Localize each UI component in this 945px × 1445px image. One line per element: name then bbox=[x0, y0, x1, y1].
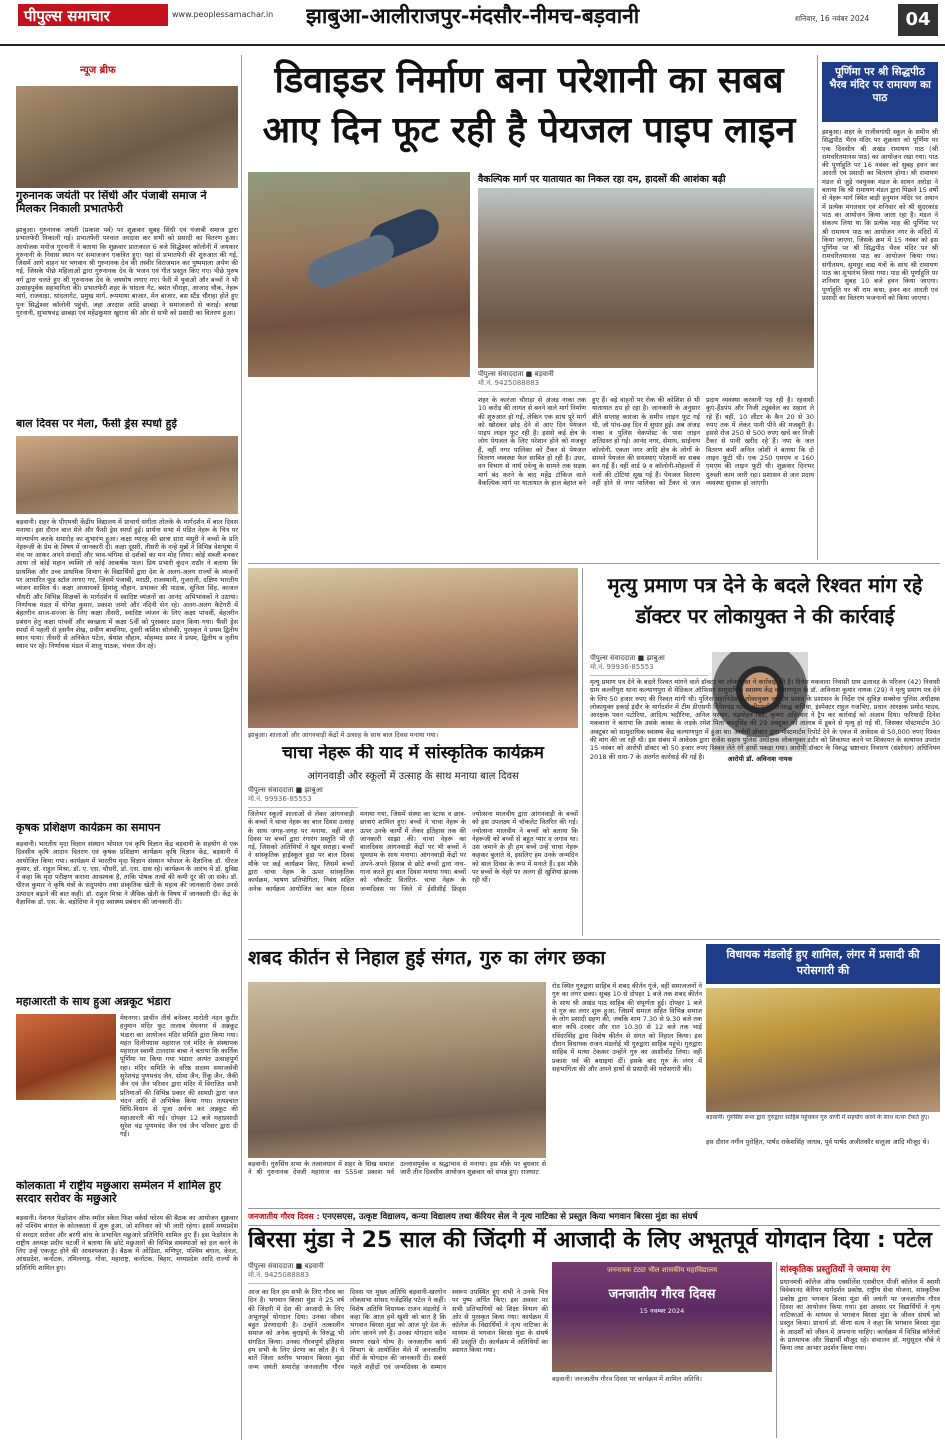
langar-photo bbox=[248, 982, 546, 1158]
banner-event-date: 15 नवम्बर 2024 bbox=[639, 1307, 685, 1315]
left-column-divider bbox=[241, 55, 242, 1440]
birsa-strapline: एनएसएस, उत्कृष्ट विद्यालय, कन्या विद्यालय तथा कॅरियर सेल ने नृत्य नाटिका से प्रस्तुत किया भगवान बिरसा मुंडा का संघर्ष bbox=[322, 1212, 698, 1222]
chacha-divider bbox=[582, 568, 583, 936]
brief-4-title: महाआरती के साथ हुआ अन्नकूट भंडारा bbox=[16, 996, 171, 1008]
birsa-place: बड़वानी bbox=[304, 1262, 324, 1270]
brief-1-title: गुरुनानक जयंती पर सिंधी और पंजाबी समाज ने मिलकर निकाली प्रभातफेरी bbox=[16, 190, 207, 215]
chacha-mobile: मो.नं. 99936-85553 bbox=[248, 795, 312, 803]
lead-byline: पीपुल्स संवाददाता ■ बड़वानी मो.नं. 9425088883 bbox=[478, 370, 596, 392]
chacha-body: जिलेभर स्कूलों शालाओं से लेकर आंगनवाड़ी के बच्चों ने चाचा नेहरू का बाल दिवस उत्साह के साथ जगह-जगह पर मनाया, वहीं बाल दिवस पर बच्चों द्वारा रंगारंग प्रस्तुति भी दी गई, जिसको अतिथियों ने खूब सराहा। बच्चों ने सांस्कृतिक हाईस्कूल हुडा पर बाल दिवस मौके पर कई कार्यक्रम किए, जिसमें बच्चों द्वारा चाचा नेहरू के ऊपर सांस्कृतिक कार्यक्रम, भाषण प्रतियोगिता, निबंध सहित अनेक कार्यक्रम आयोजित कर बाल दिवस मनाया गया, जिसमें संस्था का स्टाफ व छात्र-छात्राएं शामिल हुए। बच्चों ने चाचा नेहरू के ऊपर उनके कार्यों में लेकर इतिहास तक की जानकारी साझा की। चाचा नेहरू का बालदिवस आंगनवाड़ी केंद्रों पर भी बच्चों ने धूमधाम के साथ मनाया। आंगनवाड़ी केंद्रों पर अपने-अपने हिसाब से छोटे बच्चों द्वारा नाच-गाना करते हुए बाल दिवस मनाया गया। बच्चों को चॉकलेट वितरित- चाचा नेहरू के जन्मदिवस पर जिले में ईसीसीई फ्रिंड्स ज्योत्सना मालवीय द्वारा आंगनवाड़ी के बच्चों को इस उपलक्ष्य में चॉकलेट वितरित की गई। ज्योत्सना मालवीय ने बच्चों को बताया कि नेहरूजी को बच्चों से बहुत प्यार व लगाव था। उस जमाने के ही हम बच्चे उन्हें चाचा नेहरू कहकर बुलाते थे, इसलिए हम उनके जन्मदिन को बाल दिवस के रूप में मनाते हैं। इस मौके पर बच्चों के चेहरे पर अलग ही खुशियां झलक रही थीं। bbox=[248, 810, 578, 893]
annakut-photo bbox=[16, 1014, 116, 1100]
birsa-byline: पीपुल्स संवाददाता ■ बड़वानी मो.नं. 9425088883 bbox=[248, 1262, 360, 1284]
banner-event-name: जनजातीय गौरव दिवस bbox=[608, 1287, 716, 1302]
lead-reporter: पीपुल्स संवाददाता bbox=[478, 370, 524, 378]
accused-caption: आरोपी डॉ. अविनाश नायक bbox=[727, 755, 793, 763]
mla-title-band bbox=[706, 944, 940, 984]
kirtan-photo-caption: बड़वानी। गुरुसिंघ सभा के तत्वावधान में शहर के सिख समाज ने श्री गुरुनानक देवजी महाराज का 555वां प्रकाश पर्व उल्लासपूर्वक व श्रद्धाभाव से मनाया। इस मौके पर बुधवार से जारी तीन दिवसीय आयोजन शुक्रवार को संपन्न हुए। राजघाट bbox=[248, 1160, 546, 1177]
birsa-event-photo bbox=[552, 1262, 772, 1372]
bribe-place: झाबुआ bbox=[646, 654, 665, 662]
college-title: सांस्कृतिक प्रस्तुतियों ने जमाया रंग bbox=[780, 1265, 891, 1275]
children-group-photo bbox=[248, 568, 578, 728]
bal-diwas-photo bbox=[16, 436, 238, 514]
brief-5-body: बड़वानी। नेशनल फेडरेशन ऑफ स्मॉल स्केल फिश वर्कर्स फोरम की बैठक का आयोजन शुक्रवार को पश्चिम बंगाल के कोलकाता में शुरू हुआ, जो शनिवार को भी जारी रहेगा। इसमें मध्यप्रदेश से सरदार सरोवर और बरगी बांध के प्रभावित मछुआरे प्रतिनिधि शामिल हुए हैं। इस फेडरेशन के राष्ट्रीय अध्यक्ष प्रदीप चटर्जी ने बताया कि छोटे मछुआरों की विभिन्न समस्याओं को हल करने के लिए उन्हें एकजुट होने की आवश्यकता है। बैठक में ओडिशा, मणिपुर, पश्चिम बंगाल, केरल, आंध्रप्रदेश, कर्नाटक, तमिलनाडु, गोवा, महाराष्ट्र, कर्नाटक, बिहार, मध्यप्रदेश आदि राज्यों के प्रतिनिधि शामिल हुए। bbox=[16, 1214, 238, 1272]
brief-2-body: बड़वानी। शहर के पीएमश्री केंद्रीय विद्यालय में प्राचार्य संगीता तोलके के मार्गदर्शन में बाल दिवस मनाया। इस दौरान बाल मेले और फैंसी ड्रेस स्पर्धा हुई। प्रार्थना सभा में पंडित नेहरू के चित्र पर माल्यार्पण करके समारोह का शुभारंभ हुआ। कक्षा ग्यारह की छात्रा सारा मंसूरी ने बच्चों के प्रति नेहरूजी के प्रेम के विषय में जानकारी दी। कक्षा दूसरी, तीसरी के नन्हे मुन्नों ने विभिन्न वेशभूषा में मंच पर आकर अपने संवादों और भाव-भंगिमा से दर्शकों का मन मोह लिया। कोई सब्जी बनकर आया तो कोई महान व्यक्ति तो कोई आकर्षक फल। प्रिय प्रभारी कुंदन राठौर ने बताया कि प्राथमिक और उच्च प्राथमिक विभाग के विद्यार्थियों द्वारा देश के अलग-अलग राज्यों के व्यंजनों पर आधारित फूड स्टॉल लगाए गए, जिसमें पंजाबी, मराठी, राजस्थानी, गुजराती, दक्षिण भारतीय व्यंजन शामिल थे। कक्षा अध्यापकों हिमांशु चौहान, प्रभाकर की पाठक, सुनिता सिंह, काजल चौधरी और विभिन्न शिक्षकों के मार्गदर्शन में स्वादिष्ट व्यंजनों का आनंद अभिभावकों ने उठाया। निर्णायक मंडल में योगेश कुमार, प्रकाश जमरे और नंदिनी सेन रहे। अलग-अलग कैटेगरी में बेहतरीन साज-सज्जा के लिए कक्षा तीसरी, स्वादिष्ट व्यंजन के लिए कक्षा पांचवीं, बेहतरीन प्रबंधन हेतु कक्षा पांचवीं और स्वच्छता में कक्षा 5वीं को पुरस्कार प्रदान किया गया। फैंसी ड्रेस स्पर्धा में पहली से हसनैन शेख, प्रवीण बामनिया, दूसरी कशिश सोलंकी, पुरस्कृत ने प्रथम द्वितीय स्थान पाया। तीसरी से अनिकेत पटेल, श्रेयांश चौहान, मोहम्मद समर ने प्रथम, द्वितीय व तृतीय स्थान पर रहे। निर्णायक मंडल में शालू पाठक, चंचल जैन रहे। bbox=[16, 518, 238, 651]
lead-subhead: वैकल्पिक मार्ग पर यातायात का निकल रहा दम, हादसों की आशंका बढ़ी bbox=[478, 174, 726, 185]
birsa-strap bbox=[248, 1208, 940, 1226]
birsa-body-text: आज का दिन हम सभी के लिए गौरव का दिन है। भगवान बिरसा मुंडा ने 25 वर्ष की जिंदगी में देश की आजादी के लिए अभूतपूर्व योगदान दिया। उनका जीवन बहुत प्रेरणादायी है। उन्होंने तत्कालीन समाज को अनेक बुराइयों के विरुद्ध भी संगठित किया। उनका गौरवपूर्ण इतिहास हम सभी के लिए प्रेरणा का स्रोत है। ये बातें जिला स्तरीय भगवान बिरसा मुंडा जन्म जयंती समारोह जनजातीय गौरव दिवस पर मुख्य अतिथि बड़वानी-खरगोन लोकसभा सांसद गजेंद्रसिंह पटेल ने कहीं। विशेष अतिथि विधायक राजन मंडलोई ने कहा कि आज हमें खुशी को बात है कि भगवान बिरसा मुंडा को आज पूरे देश के लोग जानने लगे हैं। उनका योगदान सदैव स्मरण रखने योग्य है। जनजातीय कार्य विभाग के आयोजित मेले में जनजातीय वीरों के योगदान की जानकारी दी। सबसे पहले शहीदों एवं जन्मदिवस के सम्मान स्वरूप उपस्थित हुए सभी ने उनके चित्र पर पुष्प अर्पित किए। इस अवसर पर सभी प्रतिभागियों को शिक्षा विभाग की ओर से पुरस्कृत किया गया। कार्यक्रम में कॉलेज के विद्यार्थियों ने नृत्य नाटिका के माध्यम से भगवान बिरसा मुंडा के संघर्ष की प्रस्तुति दी। कार्यक्रम में अतिथियों का स्वागत किया गया। bbox=[248, 1288, 548, 1371]
kirtan-body: रोड स्थित गुरुद्वारा साहिब में शबद कीर्तन गूंजे, वहीं समाजजनों ने गुरु का लंगर छका। सुबह 10 से दोपहर 1 बजे तक शबद कीर्तन के साथ श्री अखंड पाठ साहिब की संपूर्णता हुई। दोपहर 1 बजे से गुरु का लंगर शुरू हुआ, जिसमें समाज सहित विभिन्न समाज के लोग प्रसादी ग्रहण की, जबकि शाम 7.30 से 9.30 बजे तक बाल कवि दरबार और रात 10.30 से 12 बजे तक भाई रविंदरसिंह द्वारा विशेष कीर्तन से संगत को निहाल किया। इस दौरान विधायक राजन मंडलोई भी गुरुद्वारा साहिब पहुंचे। गुरुद्वारा साहिब में मत्था टेककर उन्होंने गुरु का आशीर्वाद लिया। वहीं प्रकाश पर्व की बधाइयां दीं। इसके बाद गुरु के लंगर में सहभागिता की और अपने हाथों से प्रसादी की परोसगारी की। bbox=[552, 982, 702, 1073]
chacha-headline: चाचा नेहरू की याद में सांस्कृतिक कार्यक्रम bbox=[282, 744, 544, 763]
birsa-mobile: मो.नं. 9425088883 bbox=[248, 1271, 310, 1279]
brief-2-title: बाल दिवस पर मेला, फैंसी ड्रेस स्पर्धा हुई bbox=[16, 418, 177, 430]
birsa-photo-caption: बड़वानी। जनजातीय गौरव दिवस पर कार्यक्रम में शामिल अतिथि। bbox=[552, 1375, 702, 1383]
purnima-body: झाबुआ। शहर के राजीवगांधी स्कूल के समीप श्री सिद्धपीठ भैरव मंदिर पर शुक्रवार को पूर्णिमा पर एक दिवसीय श्री अखंड रामायण पाठ (श्री रामचरितमानस पाठ) का आयोजन रखा गया। पाठ की पूर्णाहुति पर 16 नवंबर को सुबह हवन कर आरती एवं प्रसादी का वितरण होगा। श्री रामायण मंडल से जुड़े नवयुवक मंडल के सावन अरोड़ा ने बताया कि श्री रामायण मंडल द्वारा पिछले 15 वर्षों से नेहरू मार्ग स्थित बाड़ी हनुमान मंदिर पर अयान में प्रत्येक मंगलवार एवं शनिवार को श्री सुंदरकांड पाठ का आयोजन किया जाता रहा है। मंडल ने संकल्प लिया था कि प्रत्येक माह की पूर्णिमा पर श्री रामायण पाठ का आयोजन नगर के मंदिरों में किया जाएगा, जिसके क्रम में 15 नवंबर को इस पूर्णिमा पर श्री सिद्धपीठ भैरव मंदिर पर श्री रामचरितमानस पाठ का आयोजन किया गया। संगीतमय, सुमधुर वाद्य यंत्रों के साथ श्री रामायण पाठ का शुभारंभ किया गया। पाठ की पूर्णाहुति पर शनिवार सुबह 10 बजे हवन किया जाएगा। पूर्णाहुति पर श्री राम कथा, हवन कर आरती एवं प्रसादी का वितरण भजनानों को किया जाएगा। bbox=[822, 128, 938, 302]
chacha-place: झाबुआ bbox=[304, 786, 323, 794]
newspaper-logo[interactable]: पीपुल्स समाचार bbox=[18, 4, 168, 26]
brief-1-body: झाबुआ। गुरुनानक जयंती (प्रकाश पर्व) पर शुक्रवार सुबह सिंधी एवं पंजाबी समाज द्वारा प्रभातफेरी निकाली गई। प्रभातफेरी पश्चात अरदास कर सभी को प्रसादी का वितरण हुआ। आयोजक मनोज गुरनानी ने बताया कि शुक्रवार प्रातःकाल 6 बजे सिद्धेश्वर कॉलोनी में जयकार गुरुनानी के निवास स्थान पर समाजजन एकत्रित हुए। यहां से प्रभातफेरी की शुरुआत की गई, जिसमें आगे वाहन पर भगवान श्री गुरुनानक देव की तस्वीर विराजमान कर पुष्पमाला अर्पण की गई, जिसके पीछे महिलाओं द्वारा गुरुनानक देव के भजन एवं गीत प्रस्तुत किए गए। पीछे पुरुष वर्ग द्वारा चलते हुए श्री गुरुनानक देव के जयघोष लगाए गए। फेरी में युवाओं और बच्चों ने भी उत्साहपूर्वक सहभागिता की। प्रभातफेरी शहर के थांदला गेट, बसंत चौराहा, आजाद चौक, नेहरू मार्ग, राजवाड़ा, थांदलागेट, प्रमुख मार्ग, रूपमाया बाजार, मेन बाजार, बस स्टैंड चौराहा होते हुए पुनः सिद्धेश्वर कॉलोनी पहुंची, जहां अरदास आदि छाबड़ा ने समाजजनों से कराई। बरखा गुरनानी, सुभाषचंद्र छाबड़ा एवं महेंद्रकुमार खुराना की ओर से सभी को प्रसादी का वितरण हुआ। bbox=[16, 226, 238, 317]
lead-body: शहर के कारंजा चौराहा से अंजड़ नाका तक 10 करोड़ की लागत से बनने वाले मार्ग निर्माण की शुरुआत हो गई, लेकिन एक साथ पूरे मार्ग को खोदकर छोड़ देने से आए दिन पेयजल पाइप लाइन फूट रही है। इससे कई क्षेत्र के लोग पेयजल के लिए परेशान होने को मजबूर हैं, वहीं नगर पालिका को टैंकर से पेयजल वितरण व्यवस्था फेल साबित हो रही है। उधर, वन विभाग से नार्थ एवेन्यू के सामने तक सड़क मार्ग बंद करने के बाद महेंद्र टॉकिज वाले वैकल्पिक मार्ग पर यातायात के हाल बेहाल बने हुए हैं। बड़े वाहनों पर रोक की कोशिश से भी यातायात ठप हो रहा है। जानकारी के अनुसार बीते सप्ताह कारंजा के समीप लाइन फूट गई थी, जो पांच-छह दिन में सुधार हुई। अब अंजड़ नाका व पुलिस चेकपोस्ट के पास लाइन क्षतिग्रस्त हो गई। आनंद नगर, सेमाथ, साईनाथ कॉलोनी, एकता नगर आदि क्षेत्र के लोगों के सामने पेयजल की समस्याएं परेशानी का सबब बन गईं हैं। वहीं वार्ड 9 व कॉलोनी-मोहल्लों में नलों की टोटियां सूख गई हैं। पेयजल वितरण नहीं होने से नगर पालिका को टैंकर से जल प्रदाय व्यवस्था करवानी पड़ रही है। रहवासी कुएं-हैंडपंप और निजी ट्यूबवेल का सहारा ले रहे हैं। वहीं, 10 लीटर के कैन 20 से 30 रुपए तक में लेकर पानी पीने की मजबूरी है। इससे रोज 250 से 500 रुपए खर्च कर निजी टैंकर से पानी खरीद रहे हैं। नपा के जल वितरण कर्मी अनिल जोशी ने बताया कि दो लाइन फूटी थी। एक 250 एमएम व 160 एमएम की लाइन फूटी थी। शुक्रवार दिनभर दुरुस्ती काम जारी रहा। प्रशासन से जल प्रदाय व्यवस्था सुचारू हो जाएगी। bbox=[478, 396, 814, 487]
chacha-reporter: पीपुल्स संवाददाता bbox=[248, 786, 294, 794]
news-brief-label: न्यूज ब्रीफ bbox=[80, 65, 116, 76]
kirtan-headline: शबद कीर्तन से निहाल हुई संगत, गुरु का लंगर छका bbox=[248, 948, 606, 969]
issue-date: शनिवार, 16 नवंबर 2024 bbox=[795, 14, 870, 23]
mla-title: विधायक मंडलोई हुए शामिल, लंगर में प्रसादी की परोसगारी की bbox=[726, 948, 920, 977]
pipe-shape-2 bbox=[304, 230, 399, 292]
bribe-byline: पीपुल्स संवाददाता ■ झाबुआ मो.नं. 99936-85553 bbox=[590, 654, 708, 676]
chacha-subhead: आंगनवाड़ी और स्कूलों में उत्साह के साथ मनाया बाल दिवस bbox=[307, 771, 519, 782]
lead-place: बड़वानी bbox=[534, 370, 554, 378]
section-rule-1 bbox=[248, 563, 940, 564]
birsa-reporter: पीपुल्स संवाददाता bbox=[248, 1262, 294, 1270]
college-divider bbox=[776, 1262, 777, 1438]
chacha-photo-caption: झाबुआ। शालाओं और आंगनवाड़ी केंद्रों में उत्साह के साथ बाल दिवस मनाया गया। bbox=[248, 731, 439, 739]
website-url[interactable]: www.peoplessamachar.in bbox=[172, 10, 274, 19]
bribe-body: मृत्यु प्रमाण पत्र देने के बदले रिश्वत मांगने वाले डॉक्टर पर लोकायुक्त ने कार्रवाई की है। दिनेश मकवाना निवासी ग्राम ढलावड़ के परिजन (42) निवासी ग्राम कल्लीपुरा थाना कल्याणपुरा से मेडिकल ऑफिसर सामुदायिक स्वास्थ्य केंद्र कल्याणपुरा के डॉ. अविनाश कुमार नायक (29) ने मृत्यु प्रमाण पत्र देने के लिए 50 हजार रुपए की रिश्वत मांगी थी। पुलिस महानिदेशक लोकायुक्त जयदीप प्रसाद के प्रशासन के निर्देश एवं सुविज्ञ सक्सेना पुलिस अधीक्षक लोकायुक्त इकाई इंदौर के मार्गदर्शन में टीम डीएसपी दिनेशचंद्र पटेल, डीएसपी अनिरुद्ध वाधिया, इंस्पेक्टर राहुल गजभिए, प्रधान आरक्षक प्रमोद यादव, आरक्षक पवन पटोरिया, आदित्य भदौरिया, अनिल परमार, चंद्रमोहन बिष्ट, कृष्णा अहिरवार ने ट्रैप कर कार्रवाई को अंजाम दिया। फरियादी दिनेश मकवाना ने बताया कि उसके काका के लड़के रमेश पिता कालूसिंह की 29 अक्टूबर को तालाब में डूबने से मृत्यु हो गई थी, जिसका पोस्टमार्टम 30 अक्टूबर को सामुदायिक स्वास्थ्य केंद्र कल्याणपुरा में हुआ था। आरोपी डॉक्टर द्वारा पोस्टमार्टम रिपोर्ट देने के एवज में आवेदक से 50,000 रुपए रिश्वत की मांग की जा रही थी। इस संबंध में आवेदक द्वारा राजेश सहाय पुलिस अधीक्षक लोकायुक्त इंदौर को शिकायत करने पर शिकायत के सत्यापन उपरांत 15 नवंबर को आरोपी डॉक्टर को 50 हजार रुपए रिश्वत लेते रंगे हाथों पकड़ा गया। आरोपी डॉक्टर के विरुद्ध भ्रष्टाचार निवारण (संशोधन) अधिनियम 2018 की धारा-7 के अंतर्गत कार्रवाई की गई है। bbox=[590, 678, 940, 761]
lead-headline: डिवाइडर निर्माण बना परेशानी का सबब आए दिन फूट रही है पेयजल पाइप लाइन bbox=[262, 60, 796, 151]
traffic-photo bbox=[478, 188, 814, 368]
chacha-byline: पीपुल्स संवाददाता ■ झाबुआ मो.नं. 99936-85553 bbox=[248, 786, 358, 808]
purnima-title-box bbox=[822, 62, 938, 122]
region-title: झाबुआ-आलीराजपुर-मंदसौर-नीमच-बड़वानी bbox=[306, 4, 640, 28]
bribe-mobile: मो.नं. 99936-85553 bbox=[590, 663, 654, 671]
purnima-title: पूर्णिमा पर श्री सिद्धपीठ भैरव मंदिर पर रामायण का पाठ bbox=[829, 66, 931, 104]
college-body: प्रधानमंत्री कॉलेज ऑफ एक्सीलेंस एसबीएन पीजी कॉलेज में स्वामी विवेकानंद कॅरियर मार्गदर्शन प्रकोष्ठ, राष्ट्रीय सेवा योजना, सांस्कृतिक प्रकोष्ठ द्वारा भगवान बिरसा मुंडा की जयंती पर जनजातीय गौरव दिवस का आयोजन किया गया। इस अवसर पर विद्यार्थियों ने नृत्य नाटिकाओं के माध्यम से भगवान बिरसा मुंडा के जीवन संघर्ष को प्रस्तुत किया। प्राचार्य डॉ. वीणा सत्य ने कहा कि भगवान बिरसा मुंडा के आदर्शों को जीवन में अपनाना चाहिए। कार्यक्रम में विभिन्न कॉलेजों के प्राध्यापक और विद्यार्थी मौजूद रहे। संचालन डॉ. मधुसूदन चौबे ने किया तथा आभार प्रदर्शन किया गया। bbox=[780, 1278, 940, 1353]
brief-3-body: बड़वानी। भारतीय मृदा विज्ञान संस्थान भोपाल एवं कृषि विज्ञान केंद्र बड़वानी के सहयोग से एक दिवसीय कृषि आदान वितरण एवं कृषक प्रशिक्षण कार्यक्रम कृषि विज्ञान केंद्र, बड़वानी में आयोजित किया गया। कार्यक्रम में भारतीय मृदा विज्ञान संस्थान भोपाल के वैज्ञानिक डॉ. धीरज कुमार, डॉ. राहुल मिश्रा, डॉ. ए. एस. चौधरी, डॉ. एस. दास रहे। कार्यक्रम के आरंभ में डॉ. ध्रुविद्य ने कहा कि मृदा परीक्षण कराना आवश्यक है, ताकि पोषक तत्वों की कमी दूर की जा सके। डॉ. धीरज कुमार ने कृषि यंत्रों के सदुपयोग तथा प्राकृतिक खेती के महत्व की जानकारी देकर उनसे उत्पादन बढ़ाने की बात कही। डॉ. राहुल मिश्रा ने जैविक खेती के विषय में जानकारी दी। केंद्र के वैज्ञानिक डॉ. एस. के. बड़ोदिया ने मृदा स्वास्थ्य प्रबंधन की जानकारी दी। bbox=[16, 840, 238, 907]
masthead bbox=[0, 0, 945, 46]
banner-college-name: जननायक टंट्या भील शासकीय महाविद्यालय bbox=[606, 1266, 718, 1274]
bribe-reporter: पीपुल्स संवाददाता bbox=[590, 654, 636, 662]
right-sidebar-divider bbox=[817, 55, 818, 560]
brief-3-title: कृषक प्रशिक्षण कार्यक्रम का समापन bbox=[16, 822, 161, 834]
lead-mobile: मो.नं. 9425088883 bbox=[478, 379, 540, 387]
birsa-headline: बिरसा मुंडा ने 25 साल की जिंदगी में आजादी के लिए अभूतपूर्व योगदान दिया : पटेल bbox=[248, 1228, 932, 1253]
mla-body: इस दौरान नगीन पुरोहित, पार्षद राकेशसिंह जाधव, पूर्व पार्षद अजीतकौर सलूजा आदि मौजूद थे। bbox=[706, 1138, 930, 1146]
brief-5-title: कोलकाता में राष्ट्रीय मछुआरा सम्मेलन में शामिल हुए सरदार सरोवर के मछुआरे bbox=[16, 1180, 222, 1205]
pipeline-photo bbox=[248, 172, 470, 377]
section-rule-2 bbox=[248, 939, 940, 940]
bribe-headline: मृत्यु प्रमाण पत्र देने के बदले रिश्वत मांग रहे डॉक्टर पर लोकायुक्त ने की कार्रवाई bbox=[607, 573, 923, 628]
mla-photo-caption: बड़वानी। गुरुसिंघ सभा द्वारा गुरुद्वारा साहिब पहुंचकर गुरु वाणी में सहयोग करने के साथ मत्था टेकते हुए। bbox=[706, 1114, 930, 1121]
prabhatferi-photo bbox=[16, 86, 238, 188]
mla-langar-photo bbox=[706, 988, 940, 1112]
brief-4-body: मेघनगर। प्राचीन तीर्थ बनेश्वर मारोती नंदन कुटीर हनुमान मंदिर फुट तालाब मेघनगर में अन्नकूट भंडारा का आयोजन मंदिर समिति द्वारा किया गया। महंत दिलीपदास महाराज एवं मंदिर के संस्थापक महाराज स्वामी टालदास बाबा ने बताया कि कार्तिक पूर्णिमा पर किया गया भंडारा अत्यंत उत्साहपूर्ण रहा। मंदिर समिति के वरिष्ठ सदस्य समाजसेवी सुरेशचंद्र पुणमचंद जैन, सोमा जैन, रिंकू जैन, जैकी जैन एवं जैन परिवार द्वारा मंदिर में विराजित सभी प्रतिमाओं की विभिन्न प्रकार की सामग्री द्वारा जल चंदन आदि से अभिषेक किया गया। तत्पश्चात विधि-विधान से पूजा अर्चना कर अन्नकूट की महाआरती की गई। दोपहर 12 बजे महाप्रसादी सुरेश चंद्र पूणमचंद जैन एवं जैन परिवार द्वारा दी गई। bbox=[120, 1014, 238, 1139]
birsa-kicker: जनजातीय गौरव दिवस : bbox=[248, 1212, 320, 1221]
page-number: 04 bbox=[898, 4, 938, 36]
